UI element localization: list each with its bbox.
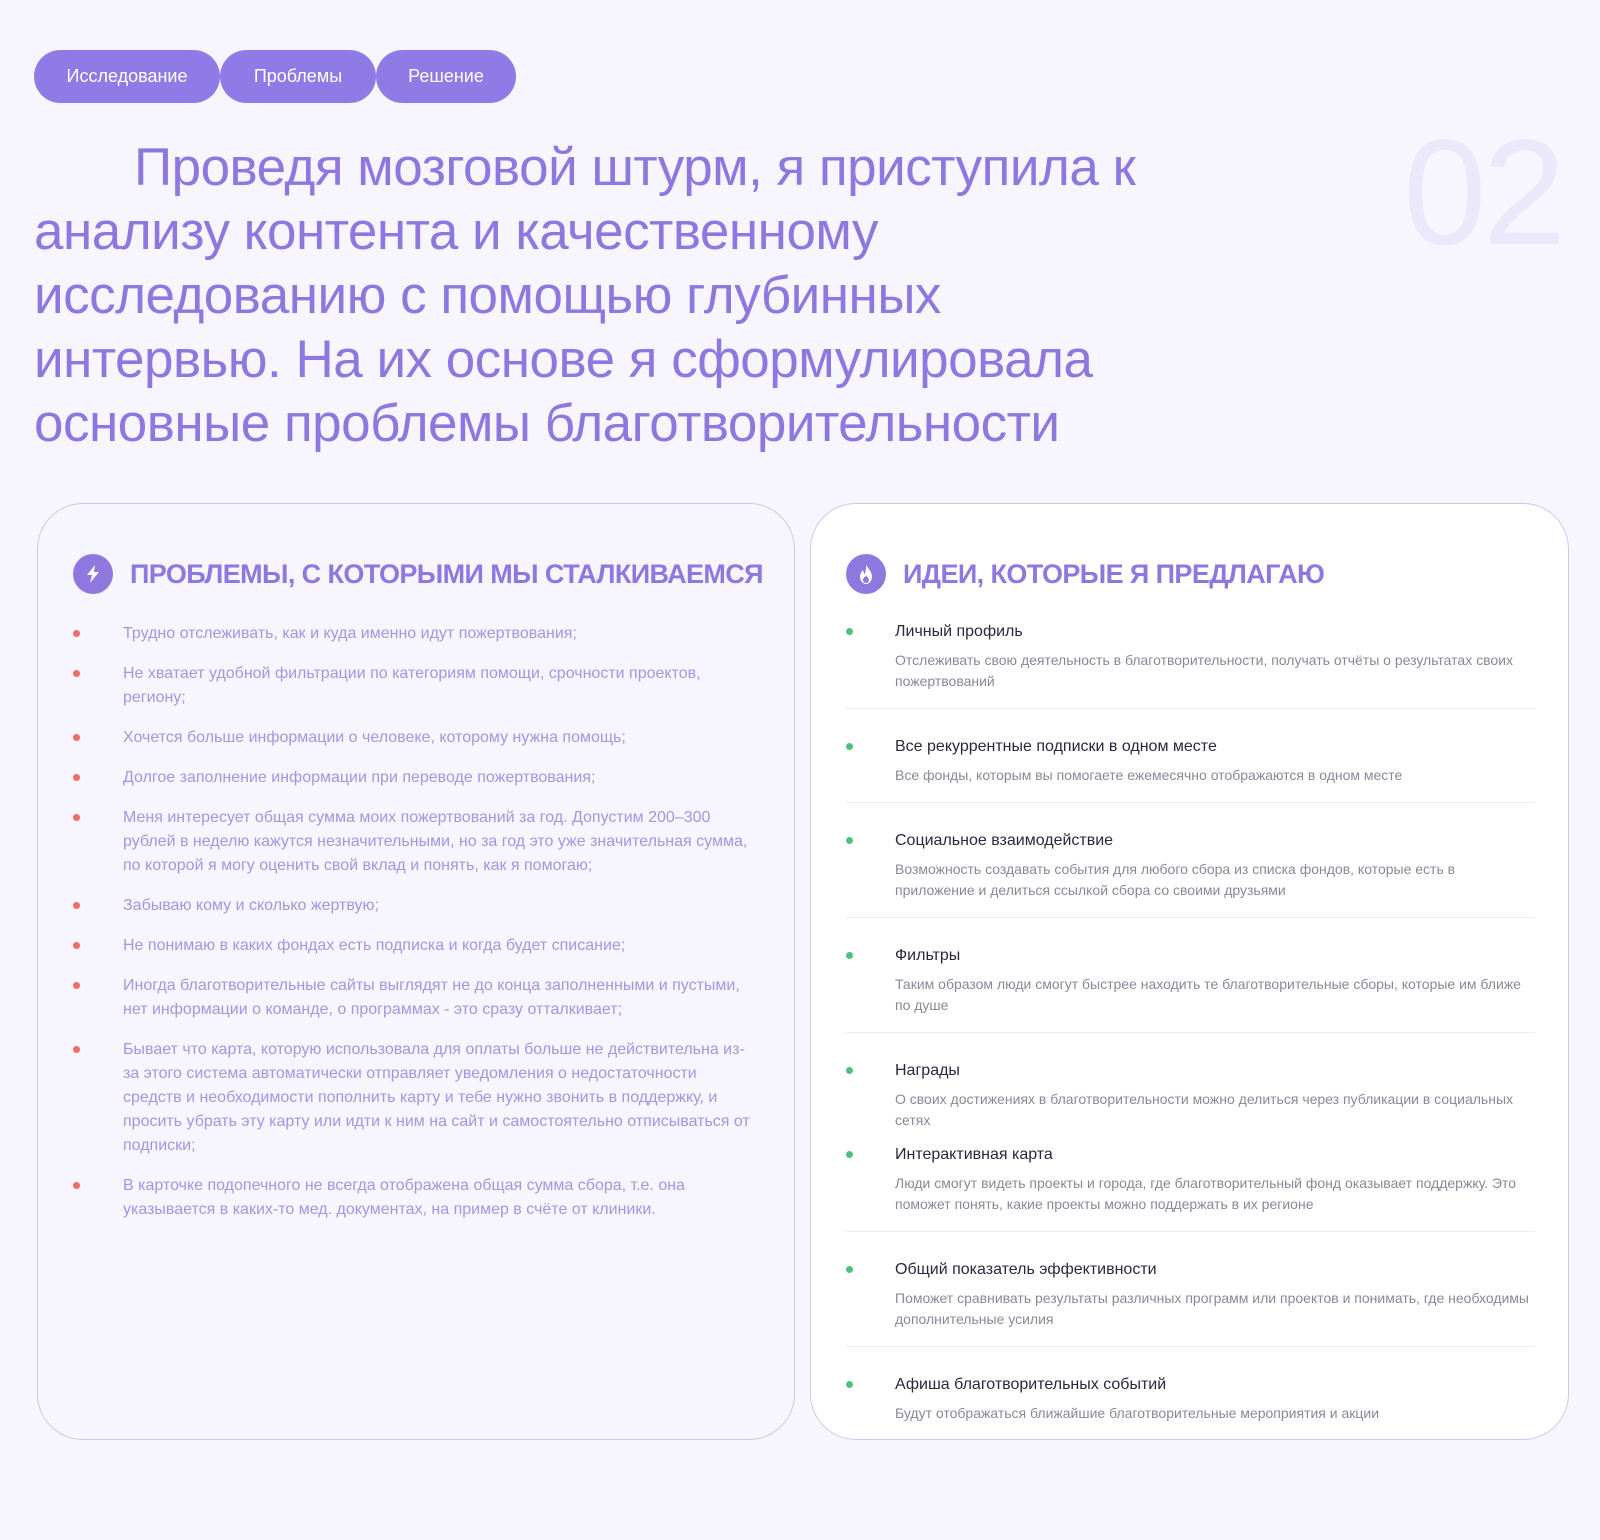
idea-title: Все рекуррентные подписки в одном месте — [895, 738, 1217, 755]
bullet-icon — [846, 1381, 853, 1388]
divider — [846, 1032, 1535, 1033]
problem-item: Забываю кому и сколько жертвую; — [73, 894, 753, 918]
problem-item: Меня интересует общая сумма моих пожертвований за год. Допустим 200–300 рублей в неделю кажутся незначительными, но за год это уже значительная сумма, по которой я могу оценить свой вклад и понять, как я помогаю; — [73, 806, 753, 878]
problem-item: Иногда благотворительные сайты выглядят не до конца заполненными и пустыми, нет информации о команде, о программах - это сразу отталкивает; — [73, 974, 753, 1022]
problems-list — [73, 622, 753, 1238]
divider — [846, 708, 1535, 709]
bullet-icon — [846, 628, 853, 635]
bullet-icon — [73, 630, 80, 637]
bullet-icon — [73, 942, 80, 949]
bullet-icon — [73, 814, 80, 821]
tab-research[interactable]: Исследование — [34, 50, 220, 103]
tab-solution[interactable]: Решение — [376, 50, 516, 103]
idea-item — [846, 735, 1535, 786]
idea-title: Фильтры — [895, 947, 961, 964]
problem-item: Не понимаю в каких фондах есть подписка и когда будет списание; — [73, 934, 753, 958]
idea-description: Люди смогут видеть проекты и города, где благотворительный фонд оказывает поддержку. Это поможет понять, какие проекты можно поддержать в их регионе — [895, 1175, 1517, 1212]
idea-title: Афиша благотворительных событий — [895, 1376, 1167, 1393]
idea-title: Интерактивная карта — [895, 1146, 1053, 1163]
problem-item: Трудно отслеживать, как и куда именно идут пожертвования; — [73, 622, 753, 646]
divider — [846, 1231, 1535, 1232]
problem-item: Бывает что карта, которую использовала для оплаты больше не действительна из-за этого система автоматически отправляет уведомления о недостаточности средств и необходимости пополнить карту и тебе нужно звонить в поддержку, и просить убрать эту карту или идти к ним на сайт и самостоятельно отписываться от подписки; — [73, 1038, 753, 1158]
bullet-icon — [73, 774, 80, 781]
problem-item: Хочется больше информации о человеке, которому нужна помощь; — [73, 726, 753, 750]
ideas-list — [846, 620, 1535, 1424]
bullet-icon — [73, 1046, 80, 1053]
idea-item — [846, 829, 1535, 901]
bullet-icon — [73, 734, 80, 741]
bullet-icon — [846, 743, 853, 750]
bullet-icon — [846, 1266, 853, 1273]
idea-description: Таким образом люди смогут быстрее находить те благотворительные сборы, которые им ближе по душе — [895, 976, 1521, 1013]
ideas-header — [846, 554, 1324, 594]
bullet-icon — [846, 837, 853, 844]
idea-title: Общий показатель эффективности — [895, 1261, 1157, 1278]
bullet-icon — [73, 982, 80, 989]
divider — [846, 917, 1535, 918]
bullet-icon — [73, 670, 80, 677]
ideas-card — [810, 503, 1569, 1440]
idea-description: Будут отображаться ближайшие благотворительные мероприятия и акции — [895, 1405, 1380, 1421]
divider — [846, 802, 1535, 803]
problem-item: В карточке подопечного не всегда отображена общая сумма сбора, т.е. она указывается в каких-то мед. документах, на пример в счёте от клиники. — [73, 1174, 753, 1222]
idea-description: О своих достижениях в благотворительности можно делиться через публикации в социальных сетях — [895, 1091, 1514, 1128]
idea-description: Отслеживать свою деятельность в благотворительности, получать отчёты о результатах своих пожертвований — [895, 652, 1513, 689]
flame-icon — [846, 554, 886, 594]
idea-title: Награды — [895, 1062, 960, 1079]
idea-item — [846, 944, 1535, 1016]
idea-description: Все фонды, которым вы помогаете ежемесячно отображаются в одном месте — [895, 767, 1403, 783]
idea-description: Возможность создавать события для любого сбора из списка фондов, которые есть в приложение и делиться ссылкой сбора со своими друзьями — [895, 861, 1456, 898]
idea-title: Личный профиль — [895, 623, 1023, 640]
problem-item: Долгое заполнение информации при переводе пожертвования; — [73, 766, 753, 790]
bullet-icon — [73, 1182, 80, 1189]
divider — [846, 1346, 1535, 1347]
idea-description: Поможет сравнивать результаты различных программ или проектов и понимать, где необходимы дополнительные усилия — [895, 1290, 1529, 1327]
ideas-title: ИДЕИ, КОТОРЫЕ Я ПРЕДЛАГАЮ — [903, 558, 1325, 589]
idea-item — [846, 1143, 1535, 1215]
headline: Проведя мозговой штурм, я приступила к анализу контента и качественному исследованию с помощью глубинных интервью. На их основе я сформулировала основные проблемы благотворительности — [34, 138, 1136, 453]
tab-problems[interactable]: Проблемы — [220, 50, 376, 103]
idea-item — [846, 1059, 1535, 1131]
idea-item — [846, 620, 1535, 692]
idea-title: Социальное взаимодействие — [895, 832, 1114, 849]
bullet-icon — [846, 1151, 853, 1158]
problem-item: Не хватает удобной фильтрации по категориям помощи, срочности проектов, региону; — [73, 662, 753, 710]
section-tabs — [34, 50, 516, 103]
section-number: 02 — [1403, 108, 1562, 276]
idea-item — [846, 1258, 1535, 1330]
bullet-icon — [846, 952, 853, 959]
problems-title: ПРОБЛЕМЫ, С КОТОРЫМИ МЫ СТАЛКИВАЕМСЯ — [130, 558, 763, 589]
idea-item — [846, 1373, 1535, 1424]
lightning-icon — [73, 554, 113, 594]
problems-header — [73, 554, 763, 594]
bullet-icon — [73, 902, 80, 909]
problems-card — [37, 503, 795, 1440]
bullet-icon — [846, 1067, 853, 1074]
